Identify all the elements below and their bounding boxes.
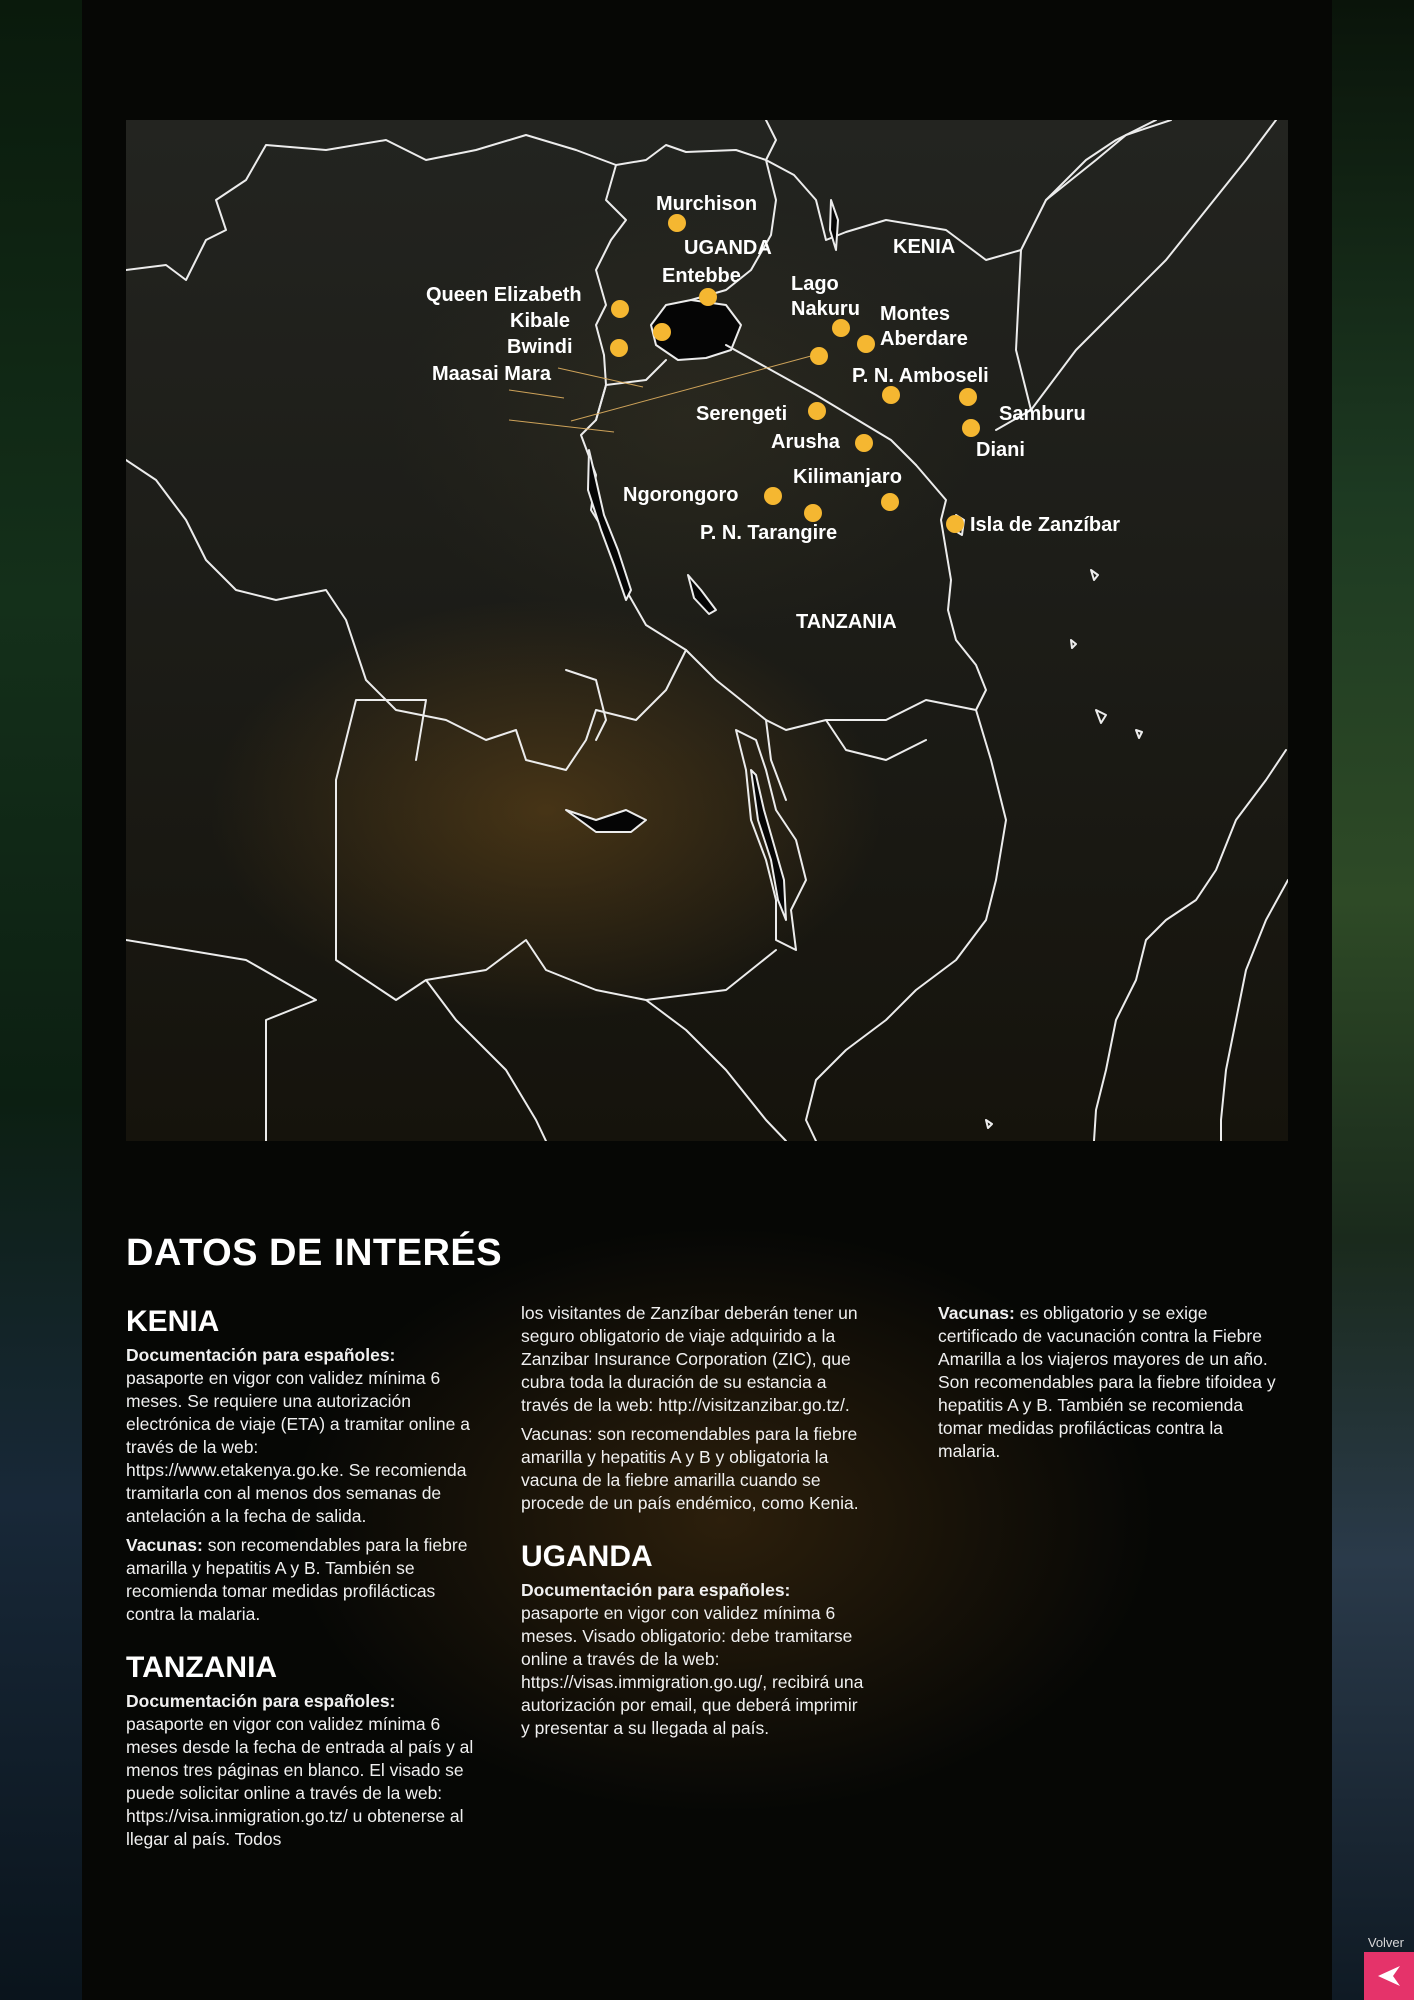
- label-lago-nakuru: [791, 273, 860, 320]
- label-tarangire: P. N. Tarangire: [700, 522, 838, 544]
- dot-queen-elizabeth[interactable]: [611, 300, 629, 318]
- tanzania-doc-cont: los visitantes de Zanzíbar deberán tener un seguro obligatorio de viaje adquirido a la Zanzibar Insurance Corporation (ZIC), que cubra toda la duración de su estancia a través de la web: http://visitzanzibar.go.tz/.: [521, 1303, 858, 1415]
- kenia-doc-text: pasaporte en vigor con validez mínima 6 meses. Se requiere una autorización electrónica de viaje (ETA) a tramitar online a través de la web: https://www.etakenya.go.ke. Se recomienda tramitarla con al menos dos semanas de antelación a la fecha de salida.: [126, 1368, 470, 1526]
- label-zanzibar: Isla de Zanzíbar: [970, 514, 1121, 536]
- uganda-doc-label: Documentación para españoles:: [521, 1580, 791, 1600]
- kenia-vac-label: Vacunas:: [126, 1535, 203, 1555]
- label-montes-aberdare: [880, 303, 968, 350]
- map-svg: [126, 120, 1288, 1141]
- label-queen-elizabeth: Queen Elizabeth: [426, 284, 582, 306]
- dot-bwindi[interactable]: [610, 339, 628, 357]
- label-montes: Montes: [880, 303, 950, 325]
- uganda-doc-text: pasaporte en vigor con validez mínima 6 meses. Visado obligatorio: debe tramitarse online a través de la web: https://visas.immigration.go.ug/, recibirá una autorización por email, que deberá imprimir y presentar a su llegada al país.: [521, 1603, 864, 1738]
- kenia-doc-label: Documentación para españoles:: [126, 1345, 396, 1365]
- heading-kenia: KENIA: [126, 1305, 220, 1338]
- dot-samburu[interactable]: [959, 388, 977, 406]
- label-murchison: Murchison: [656, 193, 758, 215]
- dot-montes-aberdare[interactable]: [857, 335, 875, 353]
- dot-serengeti[interactable]: [808, 402, 826, 420]
- label-entebbe: Entebbe: [662, 265, 741, 287]
- dot-amboseli[interactable]: [882, 386, 900, 404]
- uganda-vac-label: Vacunas:: [938, 1303, 1015, 1323]
- label-nakuru: Nakuru: [791, 298, 860, 320]
- heading-uganda: UGANDA: [521, 1540, 653, 1573]
- dot-kilimanjaro[interactable]: [881, 493, 899, 511]
- tanzania-doc-label: Documentación para españoles:: [126, 1691, 396, 1711]
- label-arusha: Arusha: [771, 431, 840, 453]
- label-diani: Diani: [976, 439, 1025, 461]
- east-africa-map: [126, 120, 1288, 1141]
- dot-diani[interactable]: [962, 419, 980, 437]
- label-ngorongoro: Ngorongoro: [623, 484, 739, 506]
- dot-tarangire[interactable]: [804, 504, 822, 522]
- kenia-vac: [126, 1534, 476, 1626]
- dot-lago-nakuru[interactable]: [832, 319, 850, 337]
- dot-murchison[interactable]: [668, 214, 686, 232]
- dot-maasai-mara[interactable]: [810, 347, 828, 365]
- country-kenia: KENIA: [893, 236, 956, 258]
- back-label: Volver: [1367, 1935, 1404, 1950]
- label-kilimanjaro: Kilimanjaro: [793, 466, 902, 488]
- column-2: [521, 1302, 871, 1746]
- kenia-vac-text: son recomendables para la fiebre amarilla y hepatitis A y B. También se recomienda tomar medidas profilácticas contra la malaria.: [126, 1535, 468, 1624]
- label-maasai-mara: Maasai Mara: [432, 363, 551, 385]
- back-arrow-icon: [1376, 1964, 1402, 1988]
- label-aberdare: Aberdare: [880, 328, 968, 350]
- uganda-vac: [938, 1302, 1288, 1463]
- label-lago: Lago: [791, 273, 839, 295]
- back-button[interactable]: [1364, 1952, 1414, 2000]
- section-title: DATOS DE INTERÉS: [126, 1232, 503, 1274]
- label-samburu: Samburu: [999, 403, 1086, 425]
- tanzania-doc-text: pasaporte en vigor con validez mínima 6 meses desde la fecha de entrada al país y al menos tres páginas en blanco. El visado se puede solicitar online a través de la web: https://visa.inmigration.go.tz/ u obtenerse al llegar al país. Todos: [126, 1714, 474, 1849]
- country-uganda: UGANDA: [684, 237, 772, 259]
- tanzania-vac: Vacunas: son recomendables para la fiebre amarilla y hepatitis A y B y obligatoria la vacuna de la fiebre amarilla cuando se procede de un país endémico, como Kenia.: [521, 1424, 859, 1513]
- label-bwindi: Bwindi: [507, 336, 573, 358]
- column-1: [126, 1304, 476, 1857]
- label-kibale: Kibale: [510, 310, 571, 332]
- label-amboseli: P. N. Amboseli: [852, 365, 989, 387]
- uganda-vac-text: es obligatorio y se exige certificado de vacunación contra la Fiebre Amarilla a los viajeros mayores de un año. Son recomendables para la fiebre tifoidea y hepatitis A y B. También se recomienda tomar medidas profilácticas contra la malaria.: [938, 1303, 1276, 1461]
- column-3: [938, 1302, 1288, 1469]
- heading-tanzania: TANZANIA: [126, 1651, 278, 1684]
- dot-entebbe[interactable]: [699, 288, 717, 306]
- dot-ngorongoro[interactable]: [764, 487, 782, 505]
- tanzania-doc: [126, 1690, 476, 1851]
- kenia-doc: [126, 1344, 476, 1528]
- dot-kibale[interactable]: [653, 323, 671, 341]
- dot-zanzibar[interactable]: [946, 515, 964, 533]
- right-photo-strip: [1332, 0, 1414, 2000]
- country-tanzania: TANZANIA: [796, 611, 897, 633]
- uganda-doc: [521, 1579, 871, 1740]
- label-serengeti: Serengeti: [696, 403, 788, 425]
- dot-arusha[interactable]: [855, 434, 873, 452]
- left-photo-strip: [0, 0, 82, 2000]
